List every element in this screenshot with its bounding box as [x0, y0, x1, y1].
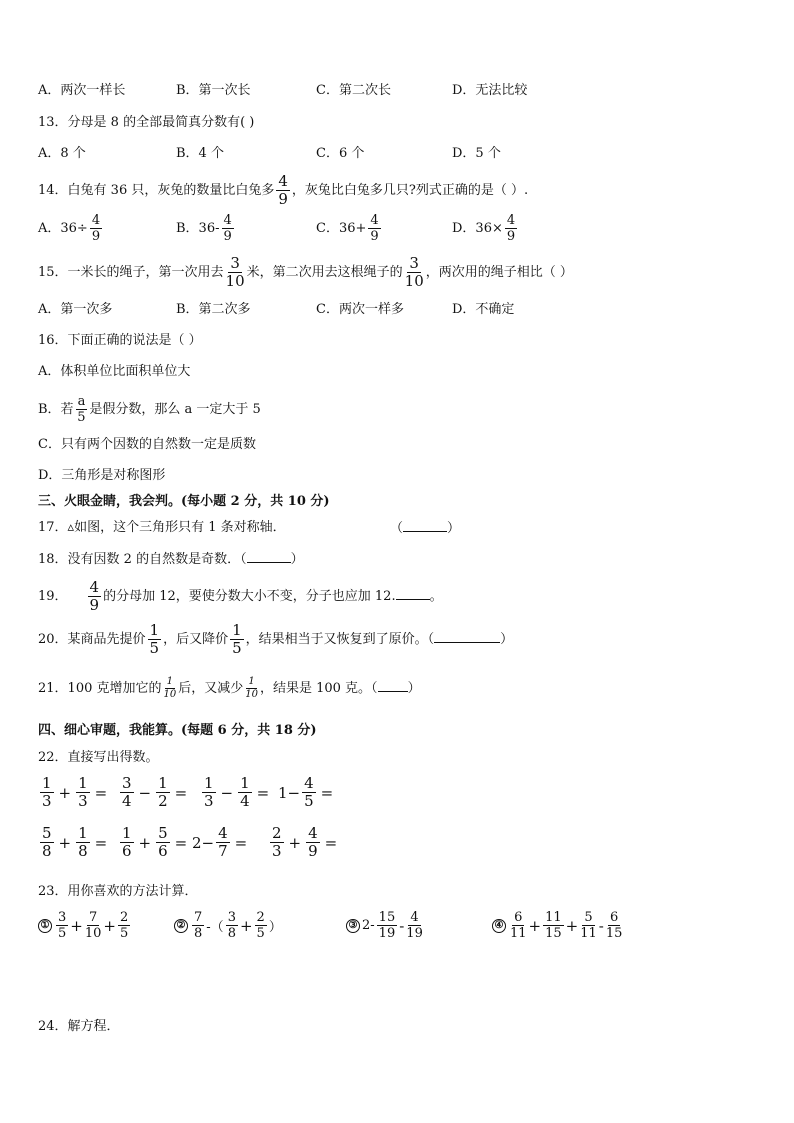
answer-blank[interactable]: [403, 519, 447, 532]
q12-option-b: B．第一次长: [176, 83, 251, 98]
numerator: 15: [378, 910, 396, 925]
q23-expression-3: [346, 911, 425, 940]
numerator: 4: [304, 774, 314, 792]
q15-stem: [38, 256, 573, 289]
q22-expression: [200, 776, 272, 809]
fraction: [56, 911, 68, 940]
numerator: 5: [584, 910, 593, 925]
denominator: 5: [232, 639, 242, 657]
denominator: 3: [42, 792, 52, 810]
denominator: 6: [158, 842, 168, 860]
option-fraction: [368, 214, 380, 243]
numerator: 1: [158, 774, 168, 792]
q22-expression: [38, 776, 110, 809]
q20-fraction-2: [230, 623, 244, 656]
fraction: [76, 826, 90, 859]
numerator: 1: [78, 824, 88, 842]
q23-expression-1: [38, 911, 132, 940]
numerator: 1: [149, 621, 160, 639]
denominator: 9: [89, 596, 100, 614]
operator: +: [70, 916, 83, 935]
q13-option-a: A．8 个: [38, 146, 86, 161]
q14-option-b: [176, 214, 236, 243]
q20-post: ，结果相当于又恢复到了原价。（: [245, 632, 435, 647]
q16-option-b: [38, 395, 261, 424]
operator: +: [528, 916, 542, 935]
numerator: 7: [194, 910, 203, 925]
q15-fraction-1: [226, 256, 245, 289]
numerator: 1: [204, 774, 214, 792]
operator: +: [138, 833, 152, 852]
numerator: 4: [89, 578, 100, 596]
denominator: 10: [225, 272, 245, 290]
circled-number: ②: [174, 919, 188, 933]
option-label: D．36×: [452, 221, 503, 236]
denominator: 5: [119, 926, 129, 941]
q22-expression: [38, 826, 110, 859]
q12-option-c: C．第二次长: [316, 83, 391, 98]
fraction: [120, 826, 134, 859]
option-label: B．36-: [176, 221, 220, 236]
q17-answer: [390, 519, 460, 538]
numerator: 4: [506, 213, 516, 228]
numerator: 6: [514, 910, 523, 925]
numerator: 4: [218, 824, 228, 842]
operator: +: [58, 783, 72, 802]
operator: -（: [206, 920, 224, 935]
denominator: 9: [223, 229, 232, 244]
paren-close: ）: [500, 632, 514, 647]
answer-blank[interactable]: [396, 587, 430, 600]
numerator: 1: [166, 676, 174, 687]
prefix: 1−: [278, 783, 301, 802]
q13-option-b: B．4 个: [176, 146, 224, 161]
denominator: 5: [256, 926, 265, 941]
fraction: [120, 776, 134, 809]
q16-b-post: 是假分数，那么 a 一定大于 5: [89, 402, 261, 417]
fraction: [76, 776, 90, 809]
q13-stem: 13．分母是 8 的全部最简真分数有( ): [38, 115, 255, 130]
operator: +: [288, 833, 302, 852]
q16-fraction: [76, 395, 88, 424]
q16-option-d: D．三角形是对称图形: [38, 468, 166, 483]
denominator: 6: [122, 842, 132, 860]
circled-number: ③: [346, 919, 360, 933]
equals-sign: =: [94, 783, 108, 802]
fraction: [543, 911, 564, 940]
q22-expression: [118, 776, 190, 809]
denominator: 8: [78, 842, 88, 860]
q21-pre: 21．100 克增加它的: [38, 681, 162, 696]
answer-blank[interactable]: [434, 630, 500, 643]
numerator: 1: [42, 774, 52, 792]
q21-post: ，结果是 100 克。（: [259, 681, 378, 696]
prefix: 2−: [192, 833, 215, 852]
q19-end: 。: [429, 589, 443, 604]
denominator: 9: [308, 842, 318, 860]
circled-number: ④: [492, 919, 506, 933]
denominator: 15: [545, 926, 562, 941]
denominator: 19: [406, 926, 423, 941]
q20: [38, 623, 513, 656]
fraction: [302, 776, 316, 809]
circled-number: ①: [38, 919, 52, 933]
q18-text: 18．没有因数 2 的自然数是奇数．（: [38, 552, 247, 567]
q12-option-a: A．两次一样长: [38, 83, 126, 98]
fraction: [40, 776, 54, 809]
numerator: 5: [158, 824, 168, 842]
q12-option-d: D．无法比较: [452, 83, 528, 98]
fraction: [510, 911, 527, 940]
operator: 2-: [362, 918, 375, 933]
q23-expression-2: [174, 911, 282, 940]
denominator: 11: [510, 926, 527, 941]
q23-expression-4: [492, 911, 624, 940]
fraction: [306, 826, 320, 859]
operator: +: [239, 916, 253, 935]
fraction: [580, 911, 597, 940]
paren-open: （: [390, 521, 404, 536]
q14-stem-post: ，灰兔比白兔多几只?列式正确的是（ ）.: [291, 183, 529, 198]
denominator: 9: [370, 229, 379, 244]
option-fraction: [505, 214, 517, 243]
numerator: 7: [88, 910, 98, 925]
fraction: [192, 911, 204, 940]
q13-option-c: C．6 个: [316, 146, 365, 161]
q16-option-c: C．只有两个因数的自然数一定是质数: [38, 437, 256, 452]
q19-fraction: [88, 580, 102, 613]
numerator: 4: [370, 213, 379, 228]
denominator: 3: [78, 792, 88, 810]
q20-pre: 20．某商品先提价: [38, 632, 146, 647]
denominator: 19: [378, 926, 396, 941]
numerator: 4: [410, 910, 419, 925]
q18: [38, 550, 304, 569]
numerator: 4: [91, 213, 101, 228]
q15-fraction-2: [405, 256, 424, 289]
option-label: C．36+: [316, 221, 367, 236]
numerator: 1: [240, 774, 250, 792]
q16-b-pre: B．若: [38, 402, 74, 417]
section-4-title: 四、细心审题，我能算。(每题 6 分，共 18 分): [38, 723, 317, 738]
equals-sign: =: [94, 833, 108, 852]
denominator: 9: [278, 190, 288, 208]
q15-option-a: A．第一次多: [38, 302, 113, 317]
q21: [38, 677, 421, 700]
numerator: 1: [78, 774, 88, 792]
fraction: [156, 826, 170, 859]
q24-stem: 24．解方程．: [38, 1019, 120, 1034]
fraction: [226, 911, 238, 940]
operator: +: [565, 916, 579, 935]
option-fraction: [90, 214, 102, 243]
q14-stem-pre: 14．白兔有 36 只，灰兔的数量比白兔多: [38, 183, 275, 198]
denominator: 5: [149, 639, 160, 657]
numerator: 1: [122, 824, 132, 842]
numerator: 2: [256, 910, 265, 925]
equals-sign: =: [234, 833, 248, 852]
denominator: 8: [227, 926, 236, 941]
equals-sign: =: [174, 833, 188, 852]
denominator: 5: [77, 410, 86, 425]
numerator: 2: [119, 910, 129, 925]
numerator: 3: [227, 910, 236, 925]
numerator: 5: [42, 824, 52, 842]
q15-stem-post: ，两次用的绳子相比（ ）: [425, 265, 573, 280]
denominator: 3: [272, 842, 282, 860]
q15-option-d: D．不确定: [452, 302, 515, 317]
denominator: 2: [158, 792, 168, 810]
q14-fraction: [276, 174, 290, 207]
q14-option-a: [38, 214, 104, 243]
denominator: 3: [204, 792, 214, 810]
q15-option-b: B．第二次多: [176, 302, 251, 317]
paren-close: ）: [407, 681, 421, 696]
denominator: 7: [218, 842, 228, 860]
fraction: [216, 826, 230, 859]
fraction: [255, 911, 267, 940]
q16-option-a: A．体积单位比面积单位大: [38, 364, 191, 379]
denominator: 11: [580, 926, 597, 941]
operator: -: [598, 916, 604, 935]
q19-text: 的分母加 12，要使分数大小不变，分子也应加 12.: [103, 589, 396, 604]
q21-fraction-2: [245, 677, 258, 700]
paren-close: ）: [290, 552, 304, 567]
fraction: [270, 826, 284, 859]
option-fraction: [222, 214, 234, 243]
fraction: [118, 911, 130, 940]
numerator: 2: [272, 824, 282, 842]
q14-option-c: [316, 214, 383, 243]
q22-expression: [118, 826, 190, 859]
q14-option-d: [452, 214, 519, 243]
q21-mid: 后，又减少: [178, 681, 244, 696]
q16-stem: 16．下面正确的说法是（ ）: [38, 333, 202, 348]
numerator: 11: [545, 910, 562, 925]
denominator: 4: [122, 792, 132, 810]
numerator: 4: [278, 172, 288, 190]
fraction: [156, 776, 170, 809]
numerator: a: [77, 394, 86, 409]
operator: −: [138, 783, 152, 802]
fraction: [40, 826, 54, 859]
denominator: 9: [506, 229, 516, 244]
fraction: [377, 911, 398, 940]
numerator: 3: [409, 254, 419, 272]
q20-mid: ，后又降价: [163, 632, 229, 647]
operator: +: [58, 833, 72, 852]
q23-stem: 23．用你喜欢的方法计算．: [38, 884, 198, 899]
section-3-title: 三、火眼金睛，我会判。(每小题 2 分，共 10 分): [38, 494, 330, 509]
equals-sign: =: [320, 783, 334, 802]
q20-fraction-1: [148, 623, 162, 656]
denominator: 5: [304, 792, 314, 810]
fraction: [85, 911, 102, 940]
q22-expression: [268, 826, 340, 859]
answer-blank[interactable]: [247, 550, 291, 563]
equals-sign: =: [324, 833, 338, 852]
operator: −: [220, 783, 234, 802]
numerator: 1: [248, 676, 255, 687]
q17: 17．▵如图，这个三角形只有 1 条对称轴．: [38, 520, 286, 535]
q15-stem-mid: 米，第二次用去这根绳子的: [246, 265, 403, 280]
q21-fraction-1: [164, 677, 177, 700]
numerator: 4: [308, 824, 318, 842]
numerator: 6: [610, 910, 619, 925]
numerator: 3: [230, 254, 240, 272]
q19: [38, 580, 443, 613]
denominator: 10: [245, 689, 258, 700]
fraction: [606, 911, 623, 940]
operator: ）: [268, 920, 282, 935]
q14-stem: [38, 174, 528, 207]
denominator: 10: [163, 689, 177, 700]
q22-stem: 22．直接写出得数。: [38, 750, 159, 765]
q15-stem-pre: 15．一米长的绳子，第一次用去: [38, 265, 224, 280]
q22-expression: [192, 826, 250, 859]
paren-close: ）: [447, 521, 461, 536]
numerator: 4: [223, 213, 232, 228]
denominator: 9: [91, 229, 101, 244]
numerator: 3: [122, 774, 132, 792]
q19-number: 19．: [38, 589, 68, 604]
denominator: 15: [605, 926, 623, 941]
denominator: 10: [404, 272, 424, 290]
q15-option-c: C．两次一样多: [316, 302, 404, 317]
operator: -: [399, 916, 405, 935]
denominator: 8: [42, 842, 52, 860]
fraction: [202, 776, 216, 809]
equals-sign: =: [256, 783, 270, 802]
answer-blank[interactable]: [378, 679, 408, 692]
q13-option-d: D．5 个: [452, 146, 501, 161]
option-label: A．36÷: [38, 221, 88, 236]
denominator: 5: [58, 926, 67, 941]
denominator: 4: [240, 792, 250, 810]
operator: +: [103, 916, 116, 935]
q22-expression: [278, 776, 336, 809]
denominator: 10: [84, 926, 102, 941]
numerator: 1: [232, 621, 242, 639]
denominator: 8: [194, 926, 203, 941]
fraction: [406, 911, 423, 940]
fraction: [238, 776, 252, 809]
numerator: 3: [58, 910, 67, 925]
equals-sign: =: [174, 783, 188, 802]
